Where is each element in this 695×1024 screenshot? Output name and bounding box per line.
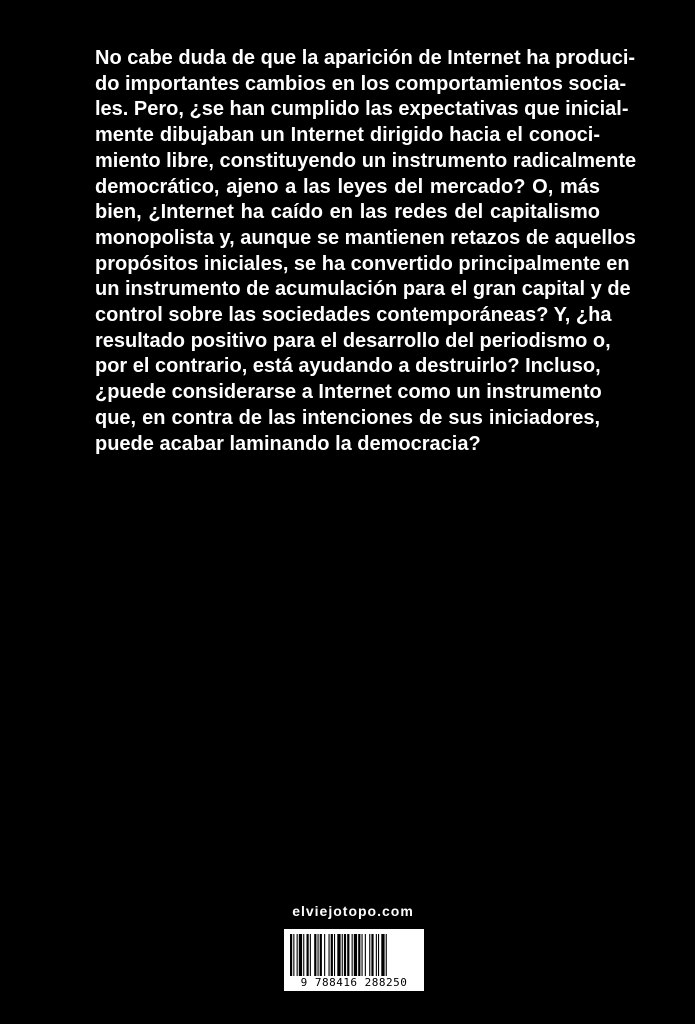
blurb-line: do importantes cambios en los comportamientos socia-	[95, 72, 627, 95]
blurb-line: resultado positivo para el desarrollo del periodismo o,	[95, 329, 611, 352]
barcode-bar	[342, 934, 343, 976]
blurb-line: No cabe duda de que la aparición de Internet ha produci-	[95, 47, 636, 69]
barcode-bar	[381, 934, 384, 976]
barcode-bar	[314, 934, 316, 976]
barcode-bar	[378, 934, 379, 976]
barcode-bars-graphic	[290, 934, 418, 976]
barcode-bar	[318, 934, 319, 976]
barcode-bar	[290, 934, 292, 976]
barcode-bar	[347, 934, 349, 976]
blurb-line: puede acabar laminando la democracia?	[95, 432, 481, 455]
blurb-line: propósitos iniciales, se ha convertido principalmente en	[95, 252, 630, 275]
blurb-line: monopolista y, aunque se mantienen retazos de aquellos	[95, 226, 636, 249]
barcode-bar	[293, 934, 294, 976]
isbn-number: 9 788416 288250	[300, 976, 408, 989]
barcode-bar	[376, 934, 377, 976]
blurb-line: por el contrario, está ayudando a destruirlo? Incluso,	[95, 355, 601, 378]
blurb-line: que, en contra de las intenciones de sus iniciadores,	[95, 406, 600, 429]
barcode-bar	[352, 934, 353, 976]
barcode-bar	[358, 934, 360, 976]
barcode-bar	[337, 934, 340, 976]
blurb-line: miento libre, constituyendo un instrumento radicalmente	[95, 149, 637, 172]
barcode-bar	[324, 934, 325, 976]
barcode-bar	[354, 934, 357, 976]
blurb-line: control sobre las sociedades contemporáneas? Y, ¿ha	[95, 304, 612, 327]
back-cover-blurb	[95, 46, 637, 457]
barcode-bar	[365, 934, 366, 976]
barcode-bar	[362, 934, 363, 976]
barcode-bar	[331, 934, 333, 976]
barcode-bar	[310, 934, 311, 976]
blurb-line: ¿puede considerarse a Internet como un instrumento	[95, 381, 602, 404]
blurb-line: mente dibujaban un Internet dirigido hacia el conoci-	[95, 124, 600, 147]
barcode-bar	[334, 934, 335, 976]
barcode-bar	[297, 934, 298, 976]
barcode-bar	[320, 934, 322, 976]
barcode-bar	[369, 934, 370, 976]
publisher-website: elviejotopo.com	[292, 903, 414, 919]
blurb-line: democrático, ajeno a las leyes del mercado? O, más	[95, 175, 600, 198]
barcode-bar	[303, 934, 304, 976]
blurb-line: un instrumento de acumulación para el gran capital y de	[95, 278, 631, 301]
barcode-bar	[371, 934, 373, 976]
isbn-barcode	[284, 929, 424, 991]
blurb-line: les. Pero, ¿se han cumplido las expectativas que inicial-	[95, 98, 629, 121]
barcode-bar	[344, 934, 346, 976]
barcode-bar	[329, 934, 330, 976]
blurb-line: bien, ¿Internet ha caído en las redes del capitalismo	[95, 201, 600, 224]
barcode-bar	[307, 934, 309, 976]
barcode-bar	[386, 934, 387, 976]
barcode-bar	[299, 934, 302, 976]
